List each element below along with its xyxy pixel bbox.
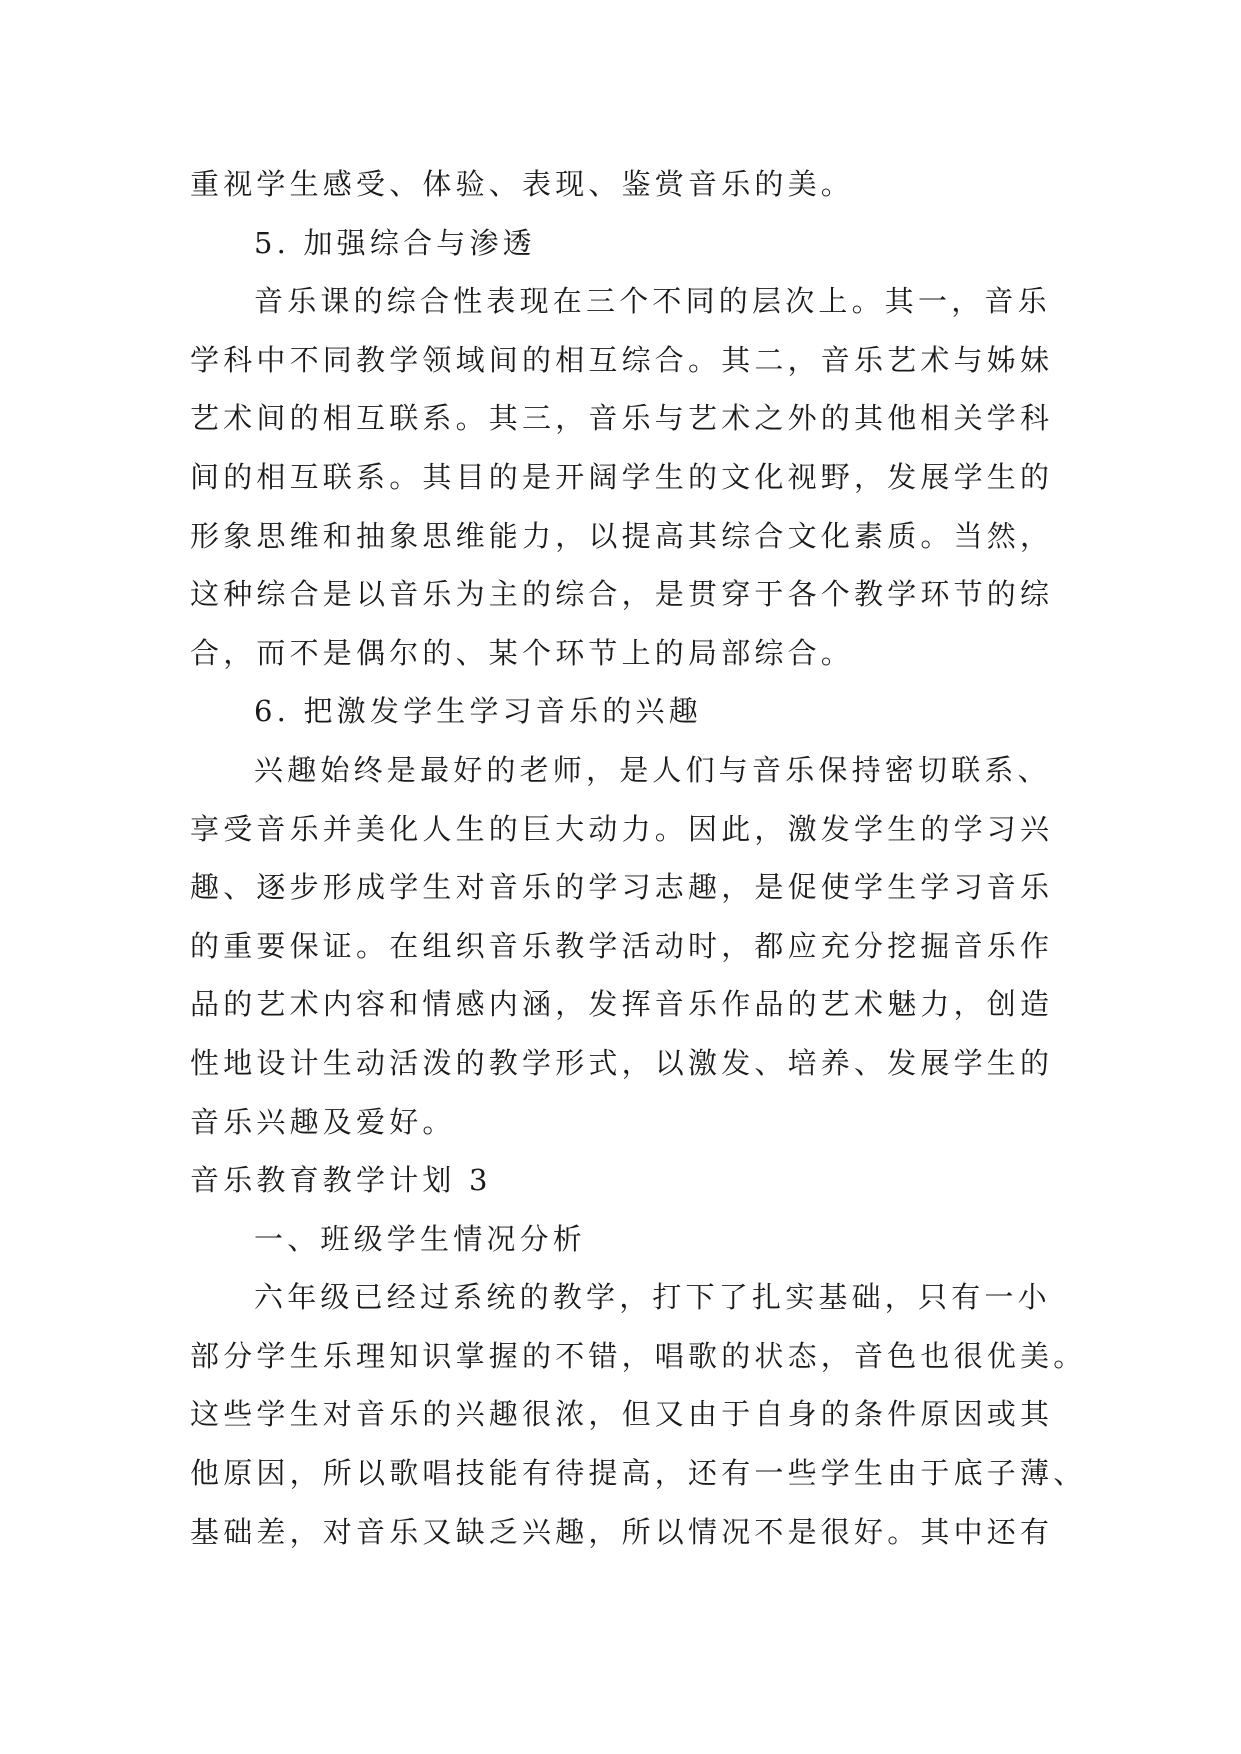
text-line: 品的艺术内容和情感内涵，发挥音乐作品的艺术魅力，创造 bbox=[190, 987, 1054, 1022]
text-line: 艺术间的相互联系。其三，音乐与艺术之外的其他相关学科 bbox=[190, 401, 1054, 436]
text-line: 部分学生乐理知识掌握的不错，唱歌的状态，音色也很优美。 bbox=[190, 1338, 1087, 1373]
text-line: 趣、逐步形成学生对音乐的学习志趣，是促使学生学习音乐 bbox=[190, 870, 1054, 905]
text-line: 兴趣始终是最好的老师，是人们与音乐保持密切联系、 bbox=[254, 752, 1051, 787]
text-line: 享受音乐并美化人生的巨大动力。因此，激发学生的学习兴 bbox=[190, 811, 1054, 846]
text-line: 这种综合是以音乐为主的综合，是贯穿于各个教学环节的综 bbox=[190, 577, 1054, 612]
section-heading-6: 6. 把激发学生学习音乐的兴趣 bbox=[254, 694, 702, 729]
text-line: 基础差，对音乐又缺乏兴趣，所以情况不是很好。其中还有 bbox=[190, 1514, 1054, 1549]
text-line: 他原因，所以歌唱技能有待提高，还有一些学生由于底子薄、 bbox=[190, 1456, 1087, 1491]
document-title-plan-3: 音乐教育教学计划 3 bbox=[190, 1163, 492, 1198]
text-line: 六年级已经过系统的教学，打下了扎实基础，只有一小 bbox=[254, 1280, 1051, 1315]
text-line: 音乐课的综合性表现在三个不同的层次上。其一，音乐 bbox=[254, 284, 1051, 319]
text-line: 重视学生感受、体验、表现、鉴赏音乐的美。 bbox=[190, 167, 855, 201]
text-line: 学科中不同教学领域间的相互综合。其二，音乐艺术与姊妹 bbox=[190, 342, 1054, 377]
text-line: 的重要保证。在组织音乐教学活动时，都应充分挖掘音乐作 bbox=[190, 928, 1054, 963]
text-line: 间的相互联系。其目的是开阔学生的文化视野，发展学生的 bbox=[190, 459, 1054, 494]
text-line: 形象思维和抽象思维能力，以提高其综合文化素质。当然， bbox=[190, 518, 1054, 553]
section-heading-5: 5. 加强综合与渗透 bbox=[254, 225, 536, 260]
document-body bbox=[190, 155, 1087, 1561]
text-line: 性地设计生动活泼的教学形式，以激发、培养、发展学生的 bbox=[190, 1045, 1054, 1080]
text-line: 音乐兴趣及爱好。 bbox=[190, 1104, 456, 1139]
text-line: 合，而不是偶尔的、某个环节上的局部综合。 bbox=[190, 635, 855, 670]
section-heading-class-analysis: 一、班级学生情况分析 bbox=[254, 1221, 587, 1256]
text-line: 这些学生对音乐的兴趣很浓，但又由于自身的条件原因或其 bbox=[190, 1397, 1054, 1432]
